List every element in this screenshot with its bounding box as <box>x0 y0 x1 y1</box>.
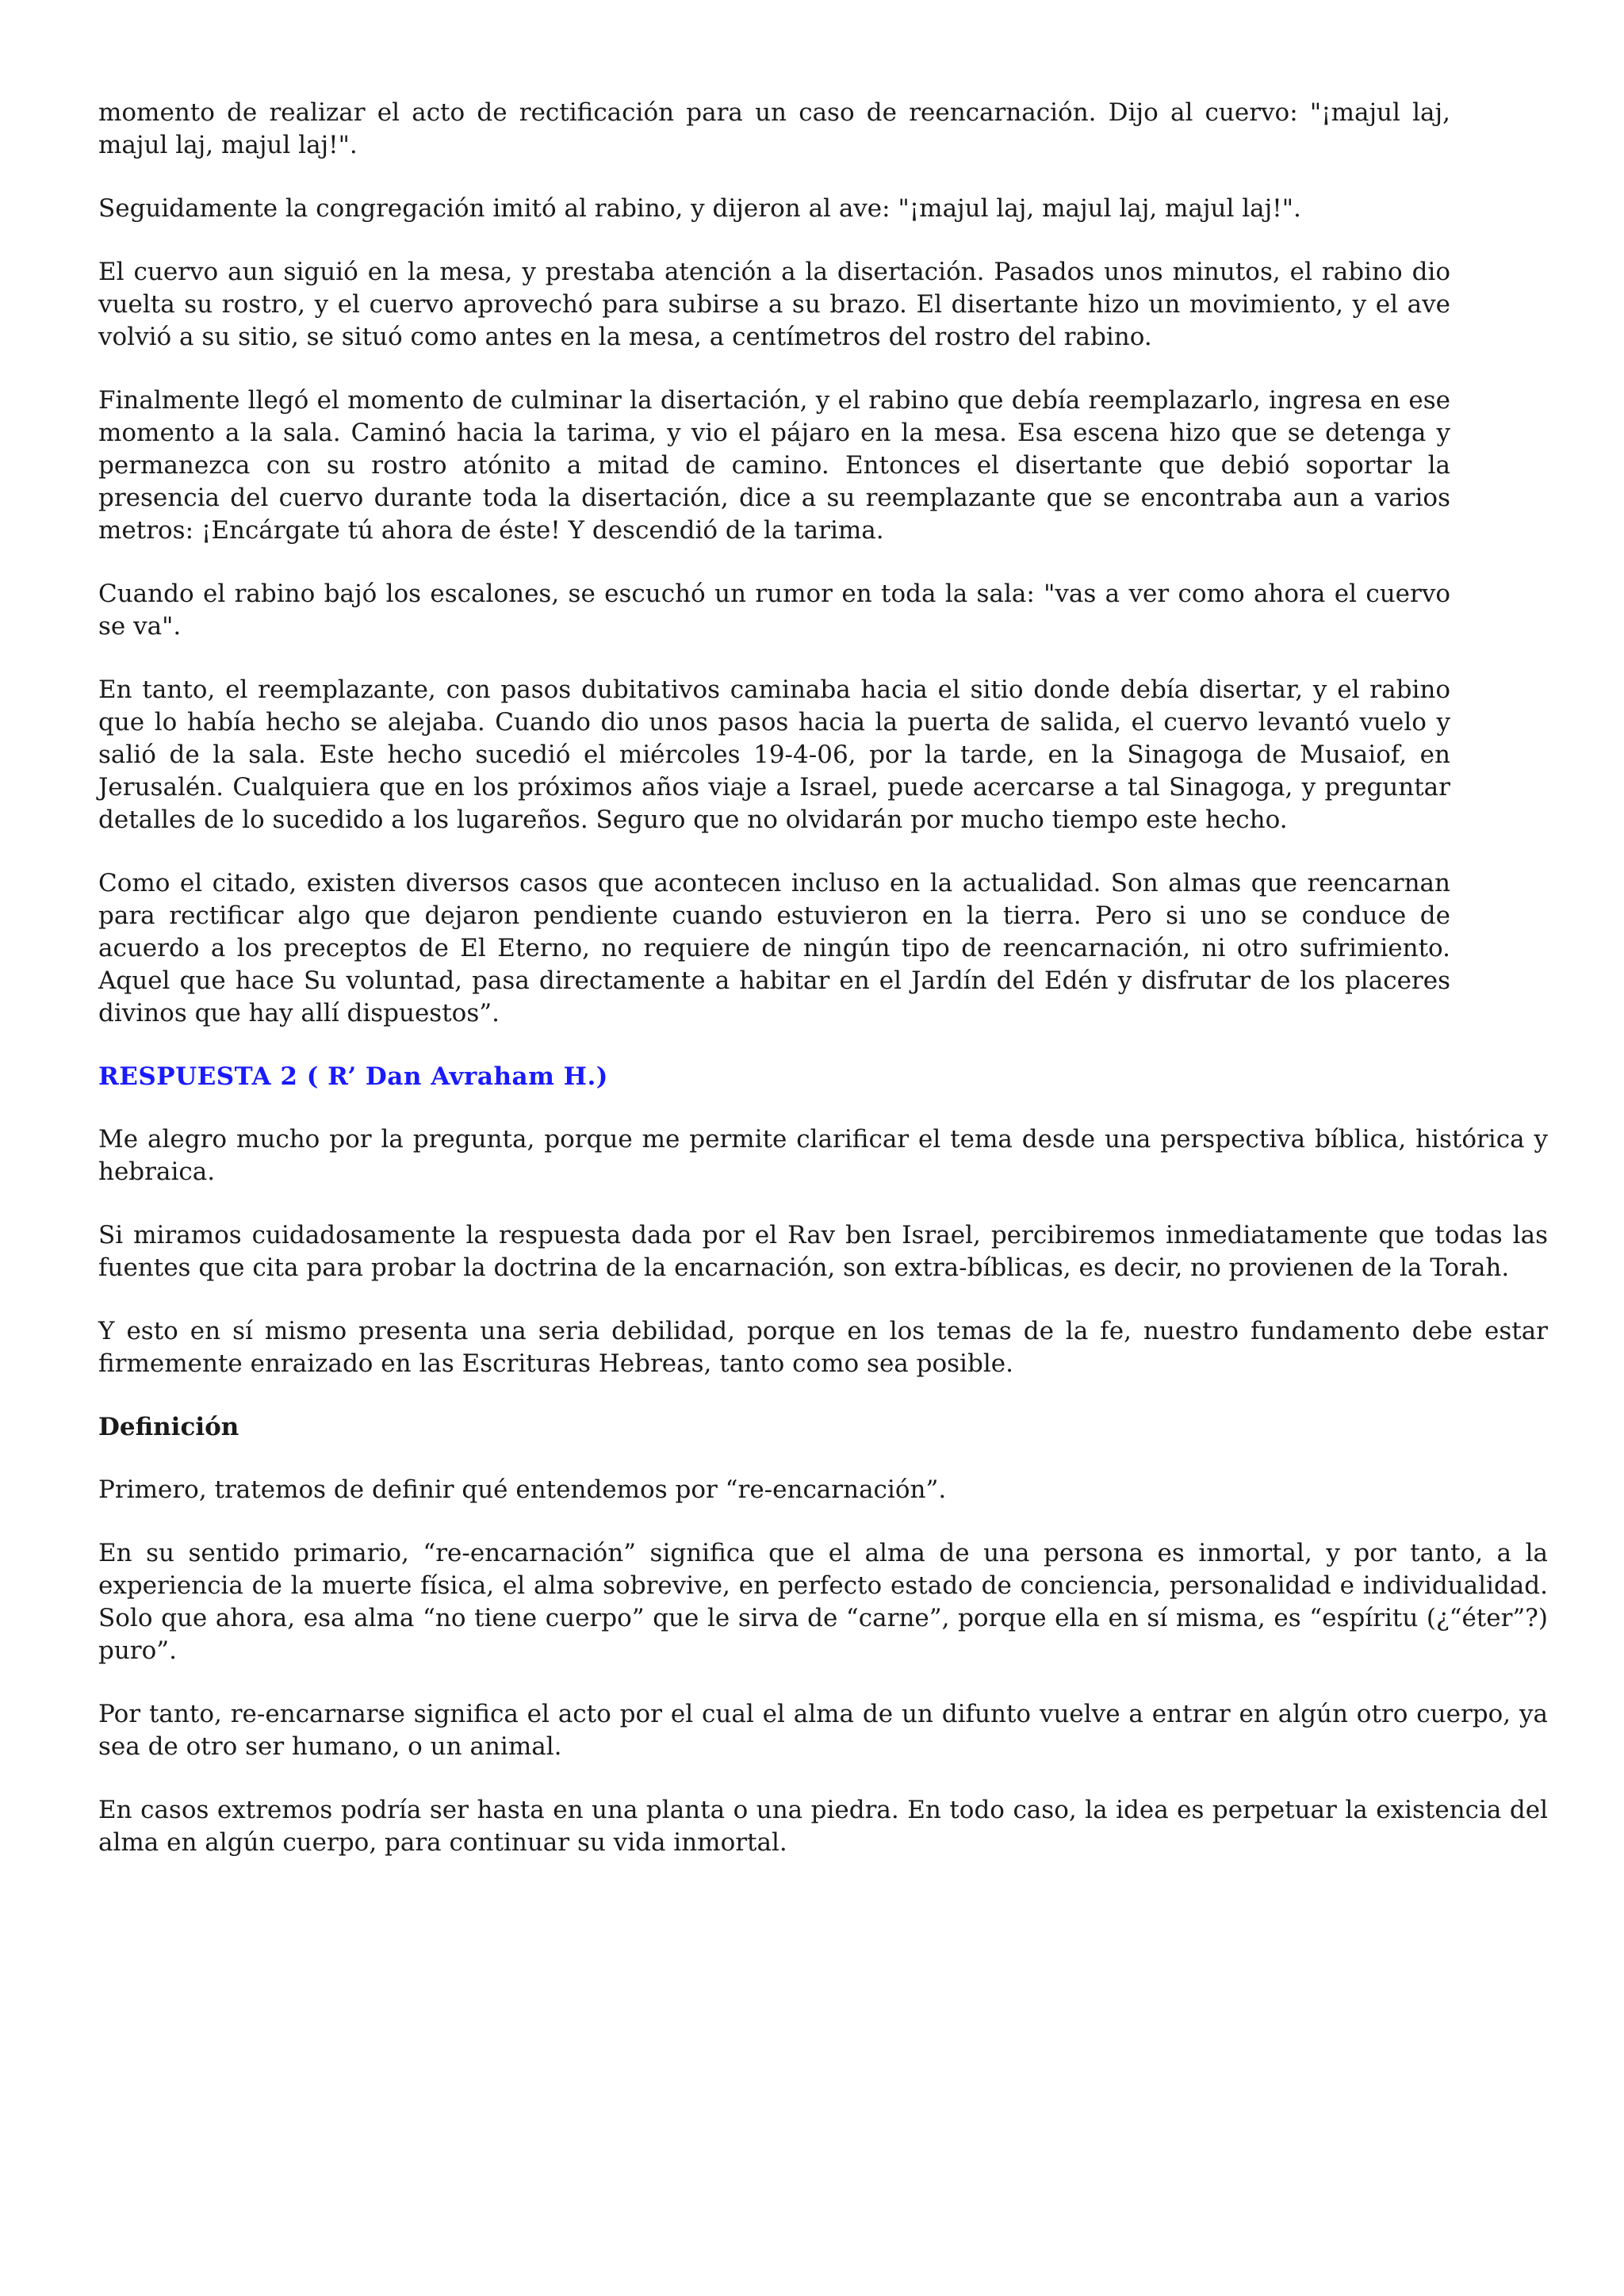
paragraph: En su sentido primario, “re-encarnación” significa que el alma de una persona es inmortal, y por tanto, a la experiencia de la muerte física, el alma sobrevive, en perfecto estado de conciencia, personalidad e individualidad. Solo que ahora, esa alma “no tiene cuerpo” que le sirva de “carne”, porque ella en sí misma, es “espíritu (¿“éter”?) puro”. <box>98 1539 1548 1665</box>
paragraph: Por tanto, re-encarnarse significa el acto por el cual el alma de un difunto vuelve a entrar en algún otro cuerpo, ya sea de otro ser humano, o un animal. <box>98 1700 1548 1761</box>
paragraph: Como el citado, existen diversos casos que acontecen incluso en la actualidad. Son almas que reencarnan para rectificar algo que dejaron pendiente cuando estuvieron en la tierra. Pero si uno se conduce de acuerdo a los preceptos de El Eterno, no requiere de ningún tipo de reencarnación, ni otro sufrimiento. Aquel que hace Su voluntad, pasa directamente a habitar en el Jardín del Edén y disfrutar de los placeres divinos que hay allí dispuestos”. <box>98 869 1450 1027</box>
paragraph: Me alegro mucho por la pregunta, porque me permite clarificar el tema desde una perspectiva bíblica, histórica y hebraica. <box>98 1125 1548 1186</box>
story-section <box>98 97 1450 1030</box>
respuesta-section <box>98 1123 1548 1380</box>
definicion-section <box>98 1474 1548 1859</box>
paragraph: Finalmente llegó el momento de culminar la disertación, y el rabino que debía reemplazarlo, ingresa en ese momento a la sala. Caminó hacia la tarima, y vio el pájaro en la mesa. Esa escena hizo que se detenga y permanezca con su rostro atónito a mitad de camino. Entonces el disertante que debió soportar la presencia del cuervo durante toda la disertación, dice a su reemplazante que se encontraba aun a varios metros: ¡Encárgate tú ahora de éste! Y descendió de la tarima. <box>98 386 1450 545</box>
section-heading-respuesta: RESPUESTA 2 ( R’ Dan Avraham H.) <box>98 1062 608 1091</box>
paragraph: Si miramos cuidadosamente la respuesta dada por el Rav ben Israel, percibiremos inmediatamente que todas las fuentes que cita para probar la doctrina de la encarnación, son extra-bíblicas, es decir, no provienen de la Torah. <box>98 1221 1548 1282</box>
section-heading-definicion: Definición <box>98 1413 239 1441</box>
paragraph: Y esto en sí mismo presenta una seria debilidad, porque en los temas de la fe, nuestro fundamento debe estar firmemente enraizado en las Escrituras Hebreas, tanto como sea posible. <box>98 1317 1548 1378</box>
paragraph: El cuervo aun siguió en la mesa, y prestaba atención a la disertación. Pasados unos minutos, el rabino dio vuelta su rostro, y el cuervo aprovechó para subirse a su brazo. El disertante hizo un movimiento, y el ave volvió a su sitio, se situó como antes en la mesa, a centímetros del rostro del rabino. <box>98 258 1450 351</box>
document-page <box>98 97 1548 1890</box>
paragraph: momento de realizar el acto de rectificación para un caso de reencarnación. Dijo al cuervo: "¡majul laj, majul laj, majul laj!". <box>98 98 1450 159</box>
paragraph: En tanto, el reemplazante, con pasos dubitativos caminaba hacia el sitio donde debía disertar, y el rabino que lo había hecho se alejaba. Cuando dio unos pasos hacia la puerta de salida, el cuervo levantó vuelo y salió de la sala. Este hecho sucedió el miércoles 19-4-06, por la tarde, en la Sinagoga de Musaiof, en Jerusalén. Cualquiera que en los próximos años viaje a Israel, puede acercarse a tal Sinagoga, y preguntar detalles de lo sucedido a los lugareños. Seguro que no olvidarán por mucho tiempo este hecho. <box>98 675 1450 834</box>
paragraph: En casos extremos podría ser hasta en una planta o una piedra. En todo caso, la idea es perpetuar la existencia del alma en algún cuerpo, para continuar su vida inmortal. <box>98 1796 1548 1857</box>
paragraph: Primero, tratemos de definir qué entendemos por “re-encarnación”. <box>98 1475 947 1504</box>
paragraph: Seguidamente la congregación imitó al rabino, y dijeron al ave: "¡majul laj, majul laj, majul laj!". <box>98 194 1301 223</box>
paragraph: Cuando el rabino bajó los escalones, se escuchó un rumor en toda la sala: "vas a ver como ahora el cuervo se va". <box>98 580 1450 641</box>
